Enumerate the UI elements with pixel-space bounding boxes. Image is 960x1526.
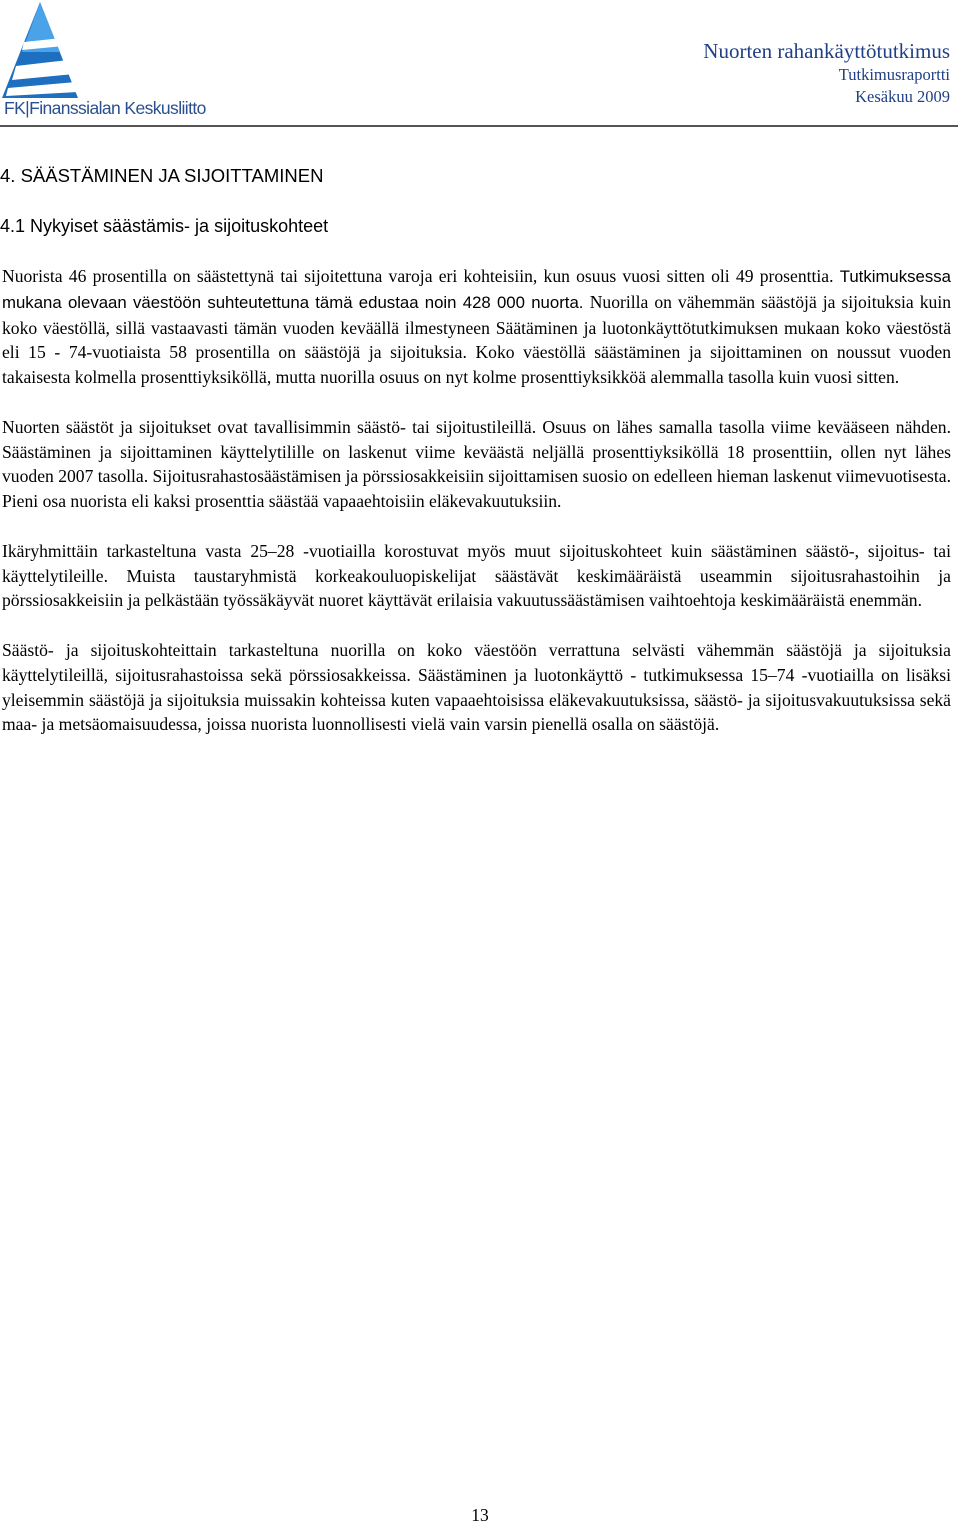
subsection-heading: 4.1 Nykyiset säästämis- ja sijoituskohteet	[0, 216, 329, 236]
section-heading: 4. SÄÄSTÄMINEN JA SIJOITTAMINEN	[0, 165, 324, 186]
paragraph-2: Nuorten säästöt ja sijoitukset ovat tavallisimmin säästö- tai sijoitustileillä. Osuus on lähes samalla tasolla viime kevääseen nähden. Säästäminen ja sijoittaminen käyttelytilille on laskenut viime keväästä neljällä prosenttiyksiköllä 18 prosenttiin, ollen nyt lähes vuoden 2007 tasolla. Sijoitusrahastosäästämisen ja pörssiosakkeisiin sijoittamisen suosio on edelleen hieman laskenut viimevuotisesta. Pieni osa nuorista eli kaksi prosenttia säästää vapaaehtoisiin eläkevakuutuksiin.	[2, 416, 951, 512]
page-number: 13	[471, 1505, 489, 1525]
paragraph-1	[2, 264, 951, 390]
report-header	[703, 38, 950, 108]
report-subtitle: Tutkimusraportti	[838, 65, 950, 84]
report-date: Kesäkuu 2009	[855, 87, 950, 106]
paragraph-1-rest: Nuorilla on vähemmän säästöjä ja sijoituksia kuin koko väestöllä, sillä vastaavasti tämän vuoden keväällä ilmestyneen Säätäminen ja luotonkäyttötutkimuksen mukaan koko väestöstä eli 15 - 74-vuotiaista 58 prosentilla on säästöjä ja sijoituksia. Koko väestöllä säästäminen ja sijoittaminen on noussut vuoden takaisesta kolmella prosenttiyksiköllä, mutta nuorilla osuus on nyt kolme prosenttiyksikköä alemmalla tasolla kuin vuosi sitten.	[2, 291, 951, 388]
paragraph-1-sentence-1: Nuorista 46 prosentilla on säästettynä tai sijoitettuna varoja eri kohteisiin, kun osuus vuosi sitten oli 49 prosenttia.	[2, 266, 834, 286]
paragraph-3: Ikäryhmittäin tarkasteltuna vasta 25–28 -vuotiailla korostuvat myös muut sijoituskohteet kuin säästäminen säästö-, sijoitus- tai käyttelytileille. Muista taustaryhmistä korkeakouluopiskelijat säästävät keskimääräistä useammin sijoitusrahastoihin ja pörssiosakkeisiin ja pelkästään työssäkäyvät nuoret käyttävät erilaisia vakuutussäästämisen vaihtoehtoja keskimääräistä enemmän.	[2, 540, 951, 611]
paragraph-4: Säästö- ja sijoituskohteittain tarkasteltuna nuorilla on koko väestöön verrattuna selvästi vähemmän säästöjä ja sijoituksia käyttelytileillä, sijoitusrahastoissa sekä pörssiosakkeissa. Säästäminen ja luotonkäyttö - tutkimuksessa 15–74 -vuotiailla on lisäksi yleisemmin säästöjä ja sijoituksia muissakin kohteissa kuten vapaaehtoisissa eläkevakuutuksissa, säästö- ja sijoitusvakuutuksissa sekä maa- ja metsäomaisuudessa, joissa nuorista luonnollisesti vielä vain varsin pienellä osalla on säästöjä.	[2, 639, 951, 735]
body-text	[2, 264, 951, 762]
paragraph-1-sentence-2: Tutkimuksessa mukana olevaan väestöön suhteutettuna tämä edustaa noin 428 000 nuorta.	[2, 267, 951, 312]
fk-logo	[2, 2, 206, 120]
header-divider	[0, 125, 958, 127]
logo-text: FK|Finanssialan Keskusliitto	[4, 98, 206, 118]
fk-logo-mark-icon	[2, 2, 82, 98]
report-title: Nuorten rahankäyttötutkimus	[703, 39, 950, 63]
